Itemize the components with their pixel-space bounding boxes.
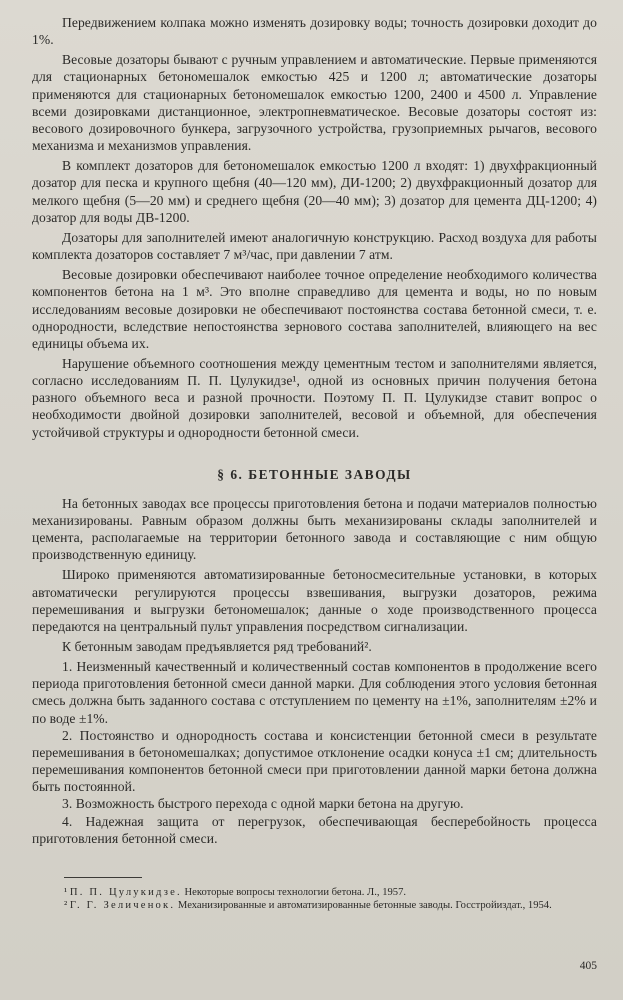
footnote [32, 886, 597, 900]
list-item: 4. Надежная защита от перегрузок, обеспечивающая бесперебойность процесса приготовления бетонной смеси. [32, 813, 597, 846]
footnote-text: Механизированные и автоматизированные бетонные заводы. Госстройиздат., 1954. [177, 900, 552, 912]
paragraph: Передвижением колпака можно изменять дозировку воды; точность дозировки доходит до 1%. [32, 15, 597, 48]
body-text-section [32, 495, 597, 655]
paragraph: Нарушение объемного соотношения между цементным тестом и заполнителями является, согласно исследованиям П. П. Цулукидзе¹, одной из основных причин получения бетона разного объемного веса и разной прочности. Поэтому П. П. Цулукидзе ставит вопрос о необходимости двойной дозировки заполнителей, весовой и объемной, для обеспечения устойчивой структуры и однородности бетонной смеси. [32, 355, 597, 440]
requirements-list [32, 658, 597, 847]
footnote-divider [64, 877, 142, 878]
section-heading: § 6. БЕТОННЫЕ ЗАВОДЫ [217, 466, 412, 482]
paragraph: Дозаторы для заполнителей имеют аналогичную конструкцию. Расход воздуха для работы комплекта дозаторов составляет 7 м³/час, при давлении 7 атм. [32, 229, 597, 263]
page-number: 405 [579, 960, 597, 972]
paragraph: Весовые дозаторы бывают с ручным управлением и автоматические. Первые применяются для стационарных бетономешалок емкостью 425 и 1200 л; автоматические дозаторы применяются для стационарных бетономешалок емкостью 1200, 2400 и 4500 л. Управление всеми дозировками дистанционное, электропневматическое. Весовые дозаторы состоят из: весового дозировочного бункера, загрузочного устройства, грузоприемных рычагов, весового механизма и механизмов управления. [32, 52, 597, 154]
footnote-author: Г. Г. Зеличенок. [69, 900, 176, 912]
paragraph: В комплект дозаторов для бетономешалок емкостью 1200 л входят: 1) двухфракционный дозатор для песка и крупного щебня (40—120 мм), ДИ-1200; 2) двухфракционный дозатор для мелкого щебня (5—20 мм) и среднего щебня (20—40 мм); 3) дозатор для цемента ДЦ-1200; 4) дозатор для воды ДВ-1200. [32, 158, 597, 225]
footnote-mark: ² [64, 900, 68, 912]
footnote-text: Некоторые вопросы технологии бетона. Л., 1957. [184, 886, 407, 898]
footnote-author: П. П. Цулукидзе. [69, 886, 182, 898]
list-item: 3. Возможность быстрого перехода с одной марки бетона на другую. [62, 796, 464, 812]
footnote-mark: ¹ [64, 886, 68, 898]
body-text-top [32, 14, 597, 441]
paragraph: Весовые дозировки обеспечивают наиболее точное определение необходимого количества компонентов бетона на 1 м³. Это вполне справедливо для цемента и воды, но по новым исследованиям весовые дозировки не обеспечивают постоянства состава бетонной смеси, т. е. однородности, вследствие непостоянства зернового состава заполнителей, влияющего на вес единицы объема их. [32, 267, 597, 351]
paragraph: К бетонным заводам предъявляется ряд требований². [62, 639, 372, 654]
paragraph: На бетонных заводах все процессы приготовления бетона и подачи материалов полностью механизированы. Равным образом должны быть механизированы склады заполнителей и цемента, располагаемые на территории бетонного завода и составляющие с ним общую производственную единицу. [32, 495, 597, 563]
footnotes [32, 886, 597, 913]
paragraph: Широко применяются автоматизированные бетоносмесительные установки, в которых автоматически регулируются процессы взвешивания, выгрузки дозаторов, режима перемешивания и выгрузки бетономешалок; данные о ходе производственного процесса передаются на центральный пульт управления посредством сигнализации. [32, 567, 597, 634]
list-item: 2. Постоянство и однородность состава и консистенции бетонной смеси в результате перемешивания в бетономешалках; допустимое отклонение осадки конуса ±1 см; длительность перемешивания компонентов бетонной смеси при приготовлении данной марки бетона должна быть постоянной. [32, 727, 597, 795]
list-item: 1. Неизменный качественный и количественный состав компонентов в продолжение всего периода приготовления бетонной смеси данной марки. Для соблюдения этого условия бетонная смесь должна быть заданного состава с отступлением по цементу на ±1%, заполнителям ±2% и по воде ±1%. [32, 659, 597, 726]
footnote [32, 899, 597, 913]
